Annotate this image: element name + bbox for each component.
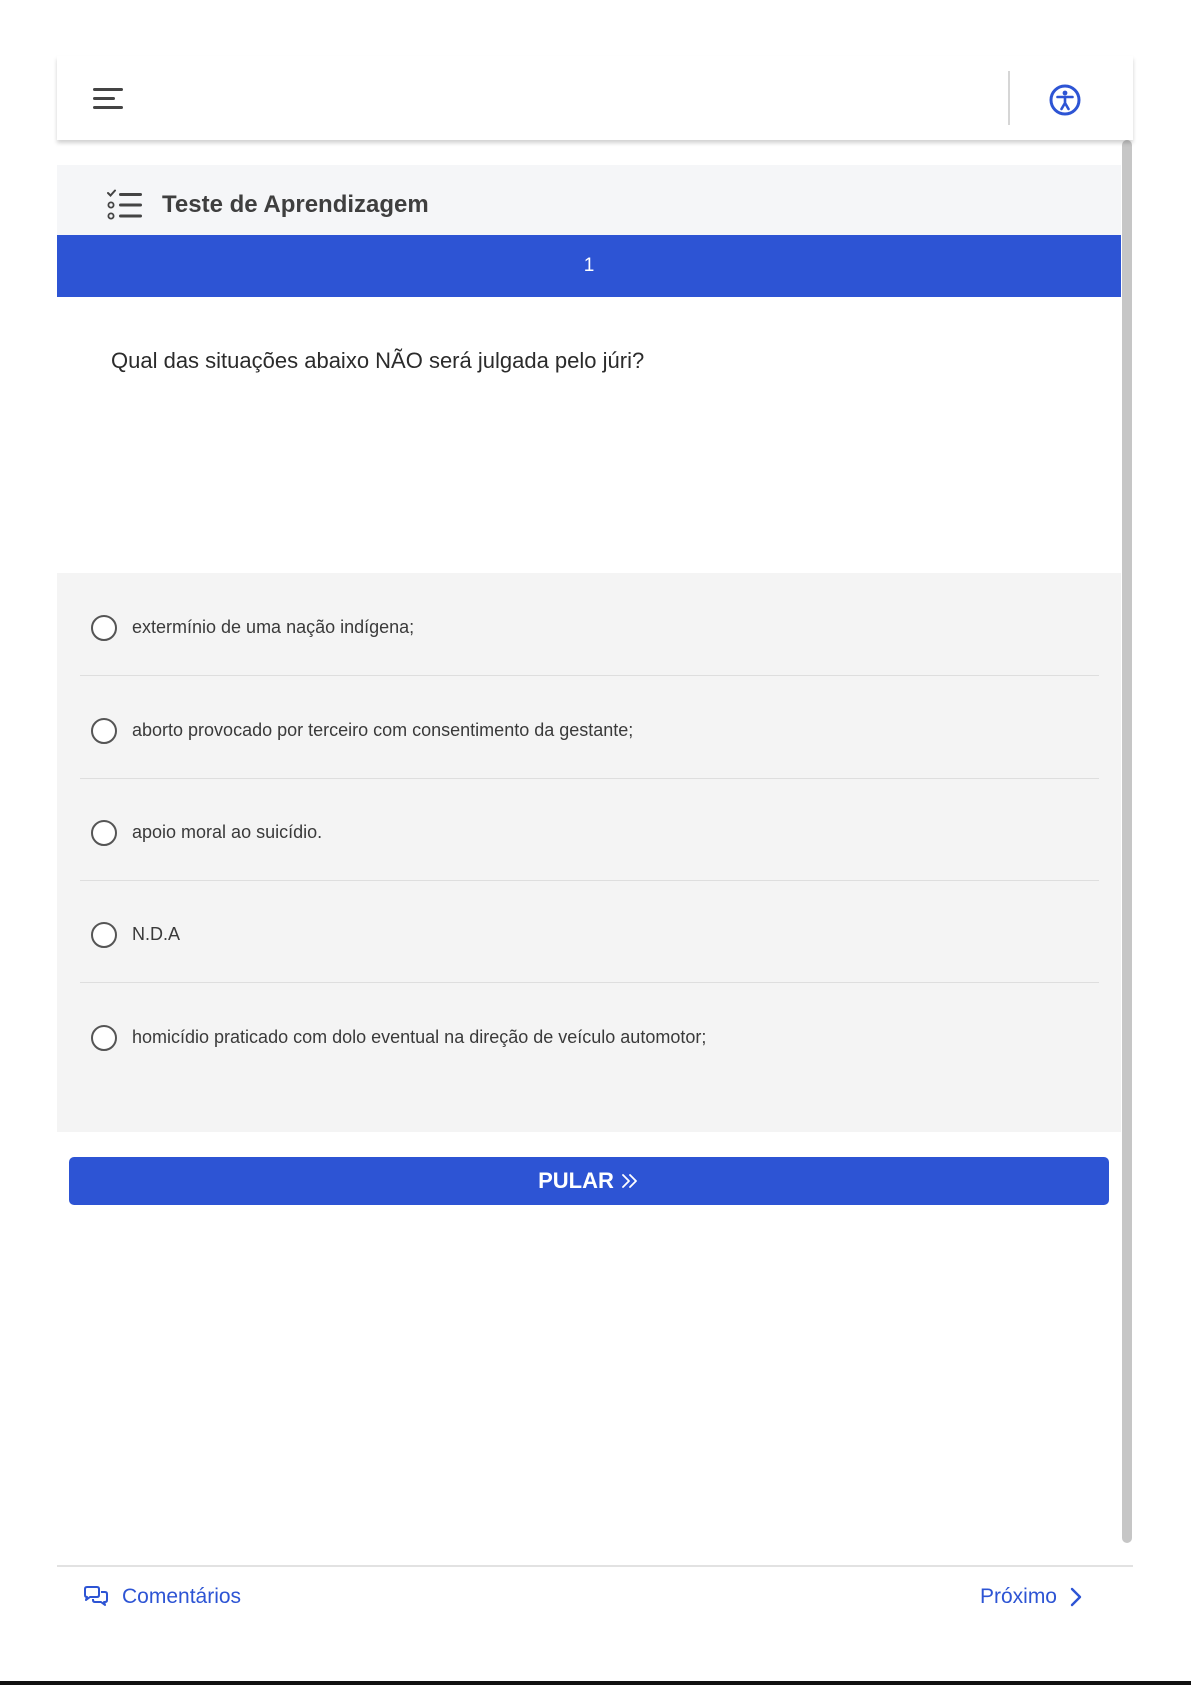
radio-button[interactable] [91,718,117,744]
next-link[interactable] [980,1585,1083,1609]
option-label: apoio moral ao suicídio. [132,822,323,842]
quiz-title: Teste de Aprendizagem [162,191,429,218]
comments-icon [82,1585,110,1609]
accessibility-button[interactable] [1047,82,1083,118]
skip-button[interactable] [69,1157,1109,1205]
question-text: Qual das situações abaixo NÃO será julgada pelo júri? [111,348,645,373]
option-label: aborto provocado por terceiro com consentimento da gestante; [132,720,634,740]
scrollbar[interactable] [1121,140,1133,1543]
bottom-bar [57,1565,1133,1627]
answer-option[interactable] [80,983,1099,1085]
question-number-bar [57,235,1121,297]
scrollbar-thumb[interactable] [1122,140,1132,1543]
chevron-right-icon [1069,1586,1083,1608]
hamburger-menu-icon [93,86,125,112]
double-chevron-right-icon [620,1172,640,1190]
radio-button[interactable] [91,922,117,948]
answer-option[interactable] [80,880,1099,983]
menu-button[interactable] [93,86,125,112]
comments-label: Comentários [122,1585,242,1608]
next-label: Próximo [979,1585,1057,1608]
question-number: 1 [583,255,595,276]
topbar-divider [1008,71,1010,125]
checklist-icon [107,189,143,221]
answer-option[interactable] [80,778,1099,881]
answer-option[interactable] [80,573,1099,676]
page-edge [0,1681,1191,1685]
option-label: extermínio de uma nação indígena; [132,617,415,637]
quiz-content [57,165,1121,1543]
radio-button[interactable] [91,820,117,846]
accessibility-icon [1047,82,1083,118]
answer-option[interactable] [80,676,1099,779]
option-label: N.D.A [132,924,181,944]
radio-button[interactable] [91,1025,117,1051]
radio-button[interactable] [91,615,117,641]
option-label: homicídio praticado com dolo eventual na direção de veículo automotor; [132,1027,707,1047]
quiz-header [57,165,1121,235]
skip-label: PULAR [538,1168,614,1193]
comments-link[interactable] [82,1585,241,1609]
top-bar [57,56,1133,140]
answer-options [57,573,1121,1132]
